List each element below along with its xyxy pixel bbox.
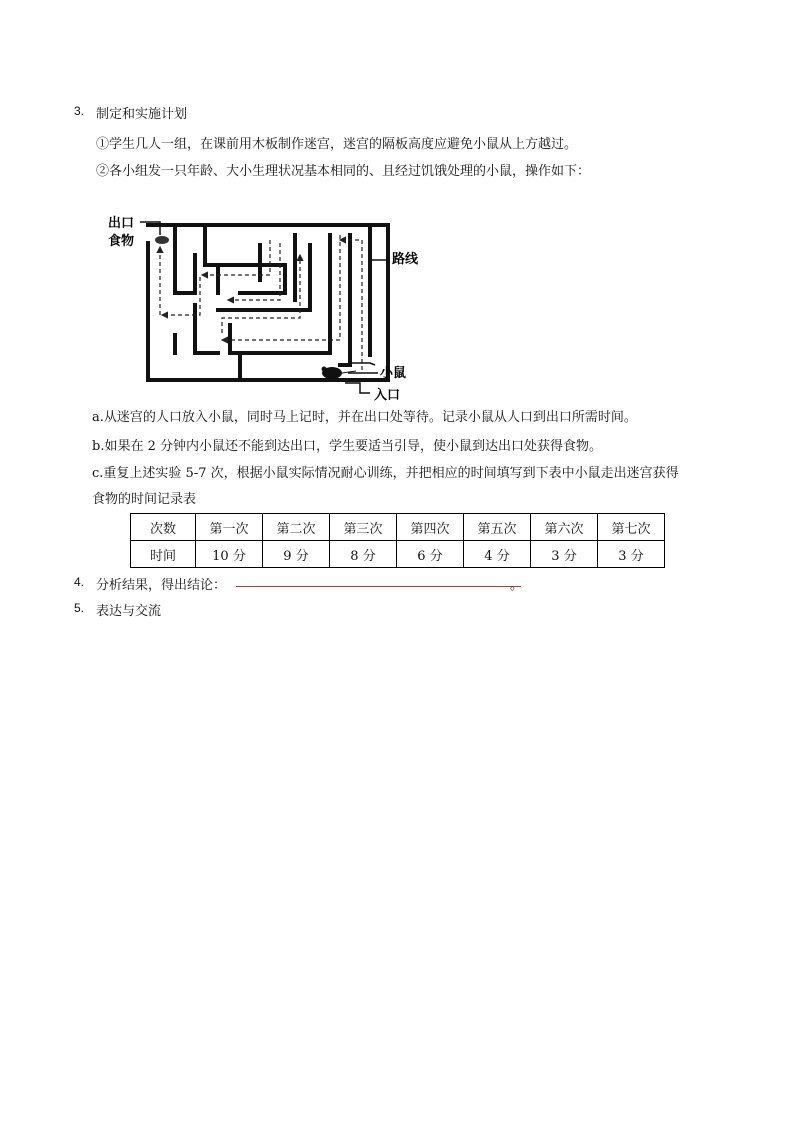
table-cell: 6 分 bbox=[397, 541, 464, 568]
section-4-number: 4. bbox=[74, 575, 85, 589]
section-5-number: 5. bbox=[74, 601, 85, 615]
label-route: 路线 bbox=[392, 252, 419, 267]
conclusion-blank-line[interactable] bbox=[236, 585, 521, 587]
label-exit: 出口 bbox=[108, 216, 135, 231]
table-cell: 次数 bbox=[131, 514, 196, 541]
section-4-title: 分析结果，得出结论： bbox=[96, 578, 227, 593]
table-cell: 3 分 bbox=[531, 541, 598, 568]
table-cell: 第五次 bbox=[464, 514, 531, 541]
food-icon bbox=[155, 236, 169, 244]
paragraph-1: ①学生几人一组，在课前用木板制作迷宫，迷宫的隔板高度应避免小鼠从上方越过。 bbox=[96, 137, 578, 152]
table-cell: 第一次 bbox=[196, 514, 263, 541]
table-header-row bbox=[131, 514, 665, 541]
table-cell: 10 分 bbox=[196, 541, 263, 568]
label-food: 食物 bbox=[108, 234, 135, 249]
table-cell: 4 分 bbox=[464, 541, 531, 568]
table-cell: 第四次 bbox=[397, 514, 464, 541]
step-b: b.如果在 2 分钟内小鼠还不能到达出口，学生要适当引导，使小鼠到达出口处获得食物。 bbox=[92, 439, 602, 454]
table-cell: 第六次 bbox=[531, 514, 598, 541]
section-4-end-mark: 。 bbox=[510, 578, 524, 593]
time-record-table bbox=[130, 513, 665, 568]
step-c-line-2: 食物的时间记录表 bbox=[92, 492, 197, 507]
step-a: a.从迷宫的人口放入小鼠，同时马上记时，并在出口处等待。记录小鼠从人口到出口所需时间。 bbox=[92, 410, 637, 425]
maze-diagram bbox=[100, 205, 430, 405]
section-5-title: 表达与交流 bbox=[96, 604, 162, 619]
table-cell: 第二次 bbox=[263, 514, 330, 541]
table-cell: 时间 bbox=[131, 541, 196, 568]
table-row bbox=[131, 541, 665, 568]
table-cell: 第七次 bbox=[598, 514, 665, 541]
table-cell: 第三次 bbox=[330, 514, 397, 541]
table-cell: 9 分 bbox=[263, 541, 330, 568]
section-3-number: 3. bbox=[74, 104, 85, 118]
label-entry: 入口 bbox=[374, 388, 401, 403]
section-3-title: 制定和实施计划 bbox=[96, 107, 188, 122]
label-mouse: 小鼠 bbox=[380, 366, 407, 381]
step-c-line-1: c.重复上述实验 5-7 次，根据小鼠实际情况耐心训练，并把相应的时间填写到下表中小鼠走出迷宫获得 bbox=[92, 466, 679, 481]
paragraph-2: ②各小组发一只年龄、大小生理状况基本相同的、且经过饥饿处理的小鼠，操作如下： bbox=[96, 164, 591, 179]
table-cell: 3 分 bbox=[598, 541, 665, 568]
table-cell: 8 分 bbox=[330, 541, 397, 568]
